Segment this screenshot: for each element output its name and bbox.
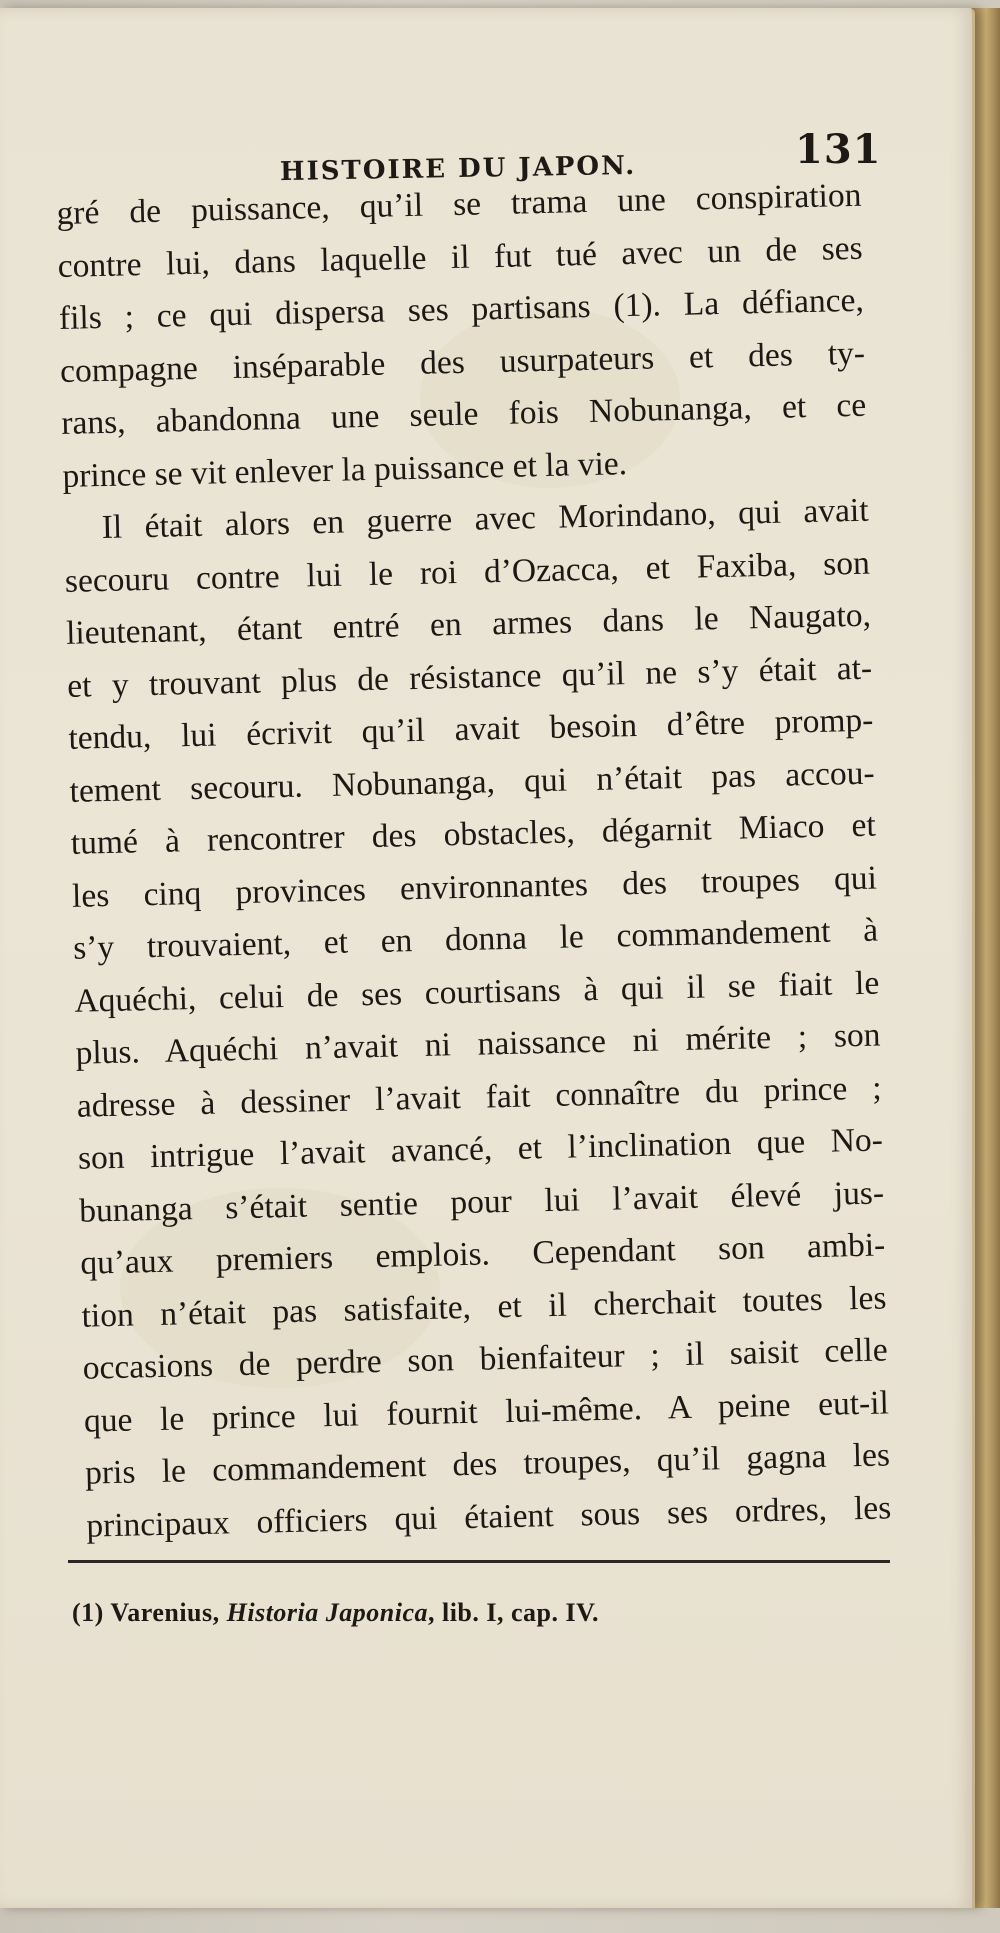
text-line: lieutenant, étant entré en armes dans le Naugato, [65,596,872,652]
text-line: bunanga s’était sentie pour lui l’avait élevé jus- [78,1173,885,1230]
footnote-rule [68,1560,890,1563]
text-line: pris le commandement des troupes, qu’il gagna les [84,1436,891,1492]
footnote-marker: (1) [72,1598,104,1627]
text-line: plus. Aquéchi n’avait ni naissance ni mérite ; son [75,1016,881,1072]
footnote [72,1598,599,1628]
footnote-author: Varenius, [110,1598,220,1627]
text-line: tendu, lui écrivit qu’il avait besoin d’être promp- [68,701,874,757]
text-line: rans, abandonna une seule fois Nobunanga, et ce [60,386,867,442]
running-title: HISTOIRE DU JAPON. [279,150,637,188]
footnote-reference: , lib. I, cap. IV. [427,1598,600,1627]
text-line: Il était alors en guerre avec Morindano, qui avait [101,491,869,547]
body-text [56,170,892,1553]
text-line: tion n’était pas satisfaite, et il cherchait toutes les [81,1278,887,1335]
text-line: les cinq provinces environnantes des troupes qui [71,859,878,915]
text-line: s’y trouvaient, et en donna le commandement à [72,911,879,967]
page-edge [972,8,1000,1908]
text-line: et y trouvant plus de résistance qu’il ne s’y était at- [66,649,873,705]
book-page [0,8,975,1908]
text-line: prince se vit enlever la puissance et la vie. [62,444,628,495]
text-line: tumé à rencontrer des obstacles, dégarnit Miaco et [70,806,877,862]
text-line: que le prince lui fournit lui-même. A peine eut-il [83,1383,890,1440]
text-line: fils ; ce qui dispersa ses partisans (1). La défiance, [58,281,865,337]
footnote-work-title: Historia Japonica [226,1598,428,1627]
text-line: qu’aux premiers emplois. Cependant son ambi- [79,1226,886,1282]
text-line: tement secouru. Nobunanga, qui n’était pas accou- [69,754,875,810]
text-line: contre lui, dans laquelle il fut tué avec un de ses [57,229,863,285]
text-line: Aquéchi, celui de ses courtisans à qui il se fiait le [74,964,880,1020]
page-number: 131 [795,126,882,173]
text-line: adresse à dessiner l’avait fait connaître du prince ; [76,1069,883,1125]
text-line: compagne inséparable des usurpateurs et des ty- [59,334,866,390]
text-line: principaux officiers qui étaient sous ses ordres, les [85,1488,892,1545]
text-line: secouru contre lui le roi d’Ozacca, et Faxiba, son [64,544,871,600]
text-line: son intrigue l’avait avancé, et l’inclination que No- [77,1121,884,1177]
text-line: occasions de perdre son bienfaiteur ; il saisit celle [82,1331,888,1387]
text-line: gré de puissance, qu’il se trama une conspiration [56,176,862,232]
